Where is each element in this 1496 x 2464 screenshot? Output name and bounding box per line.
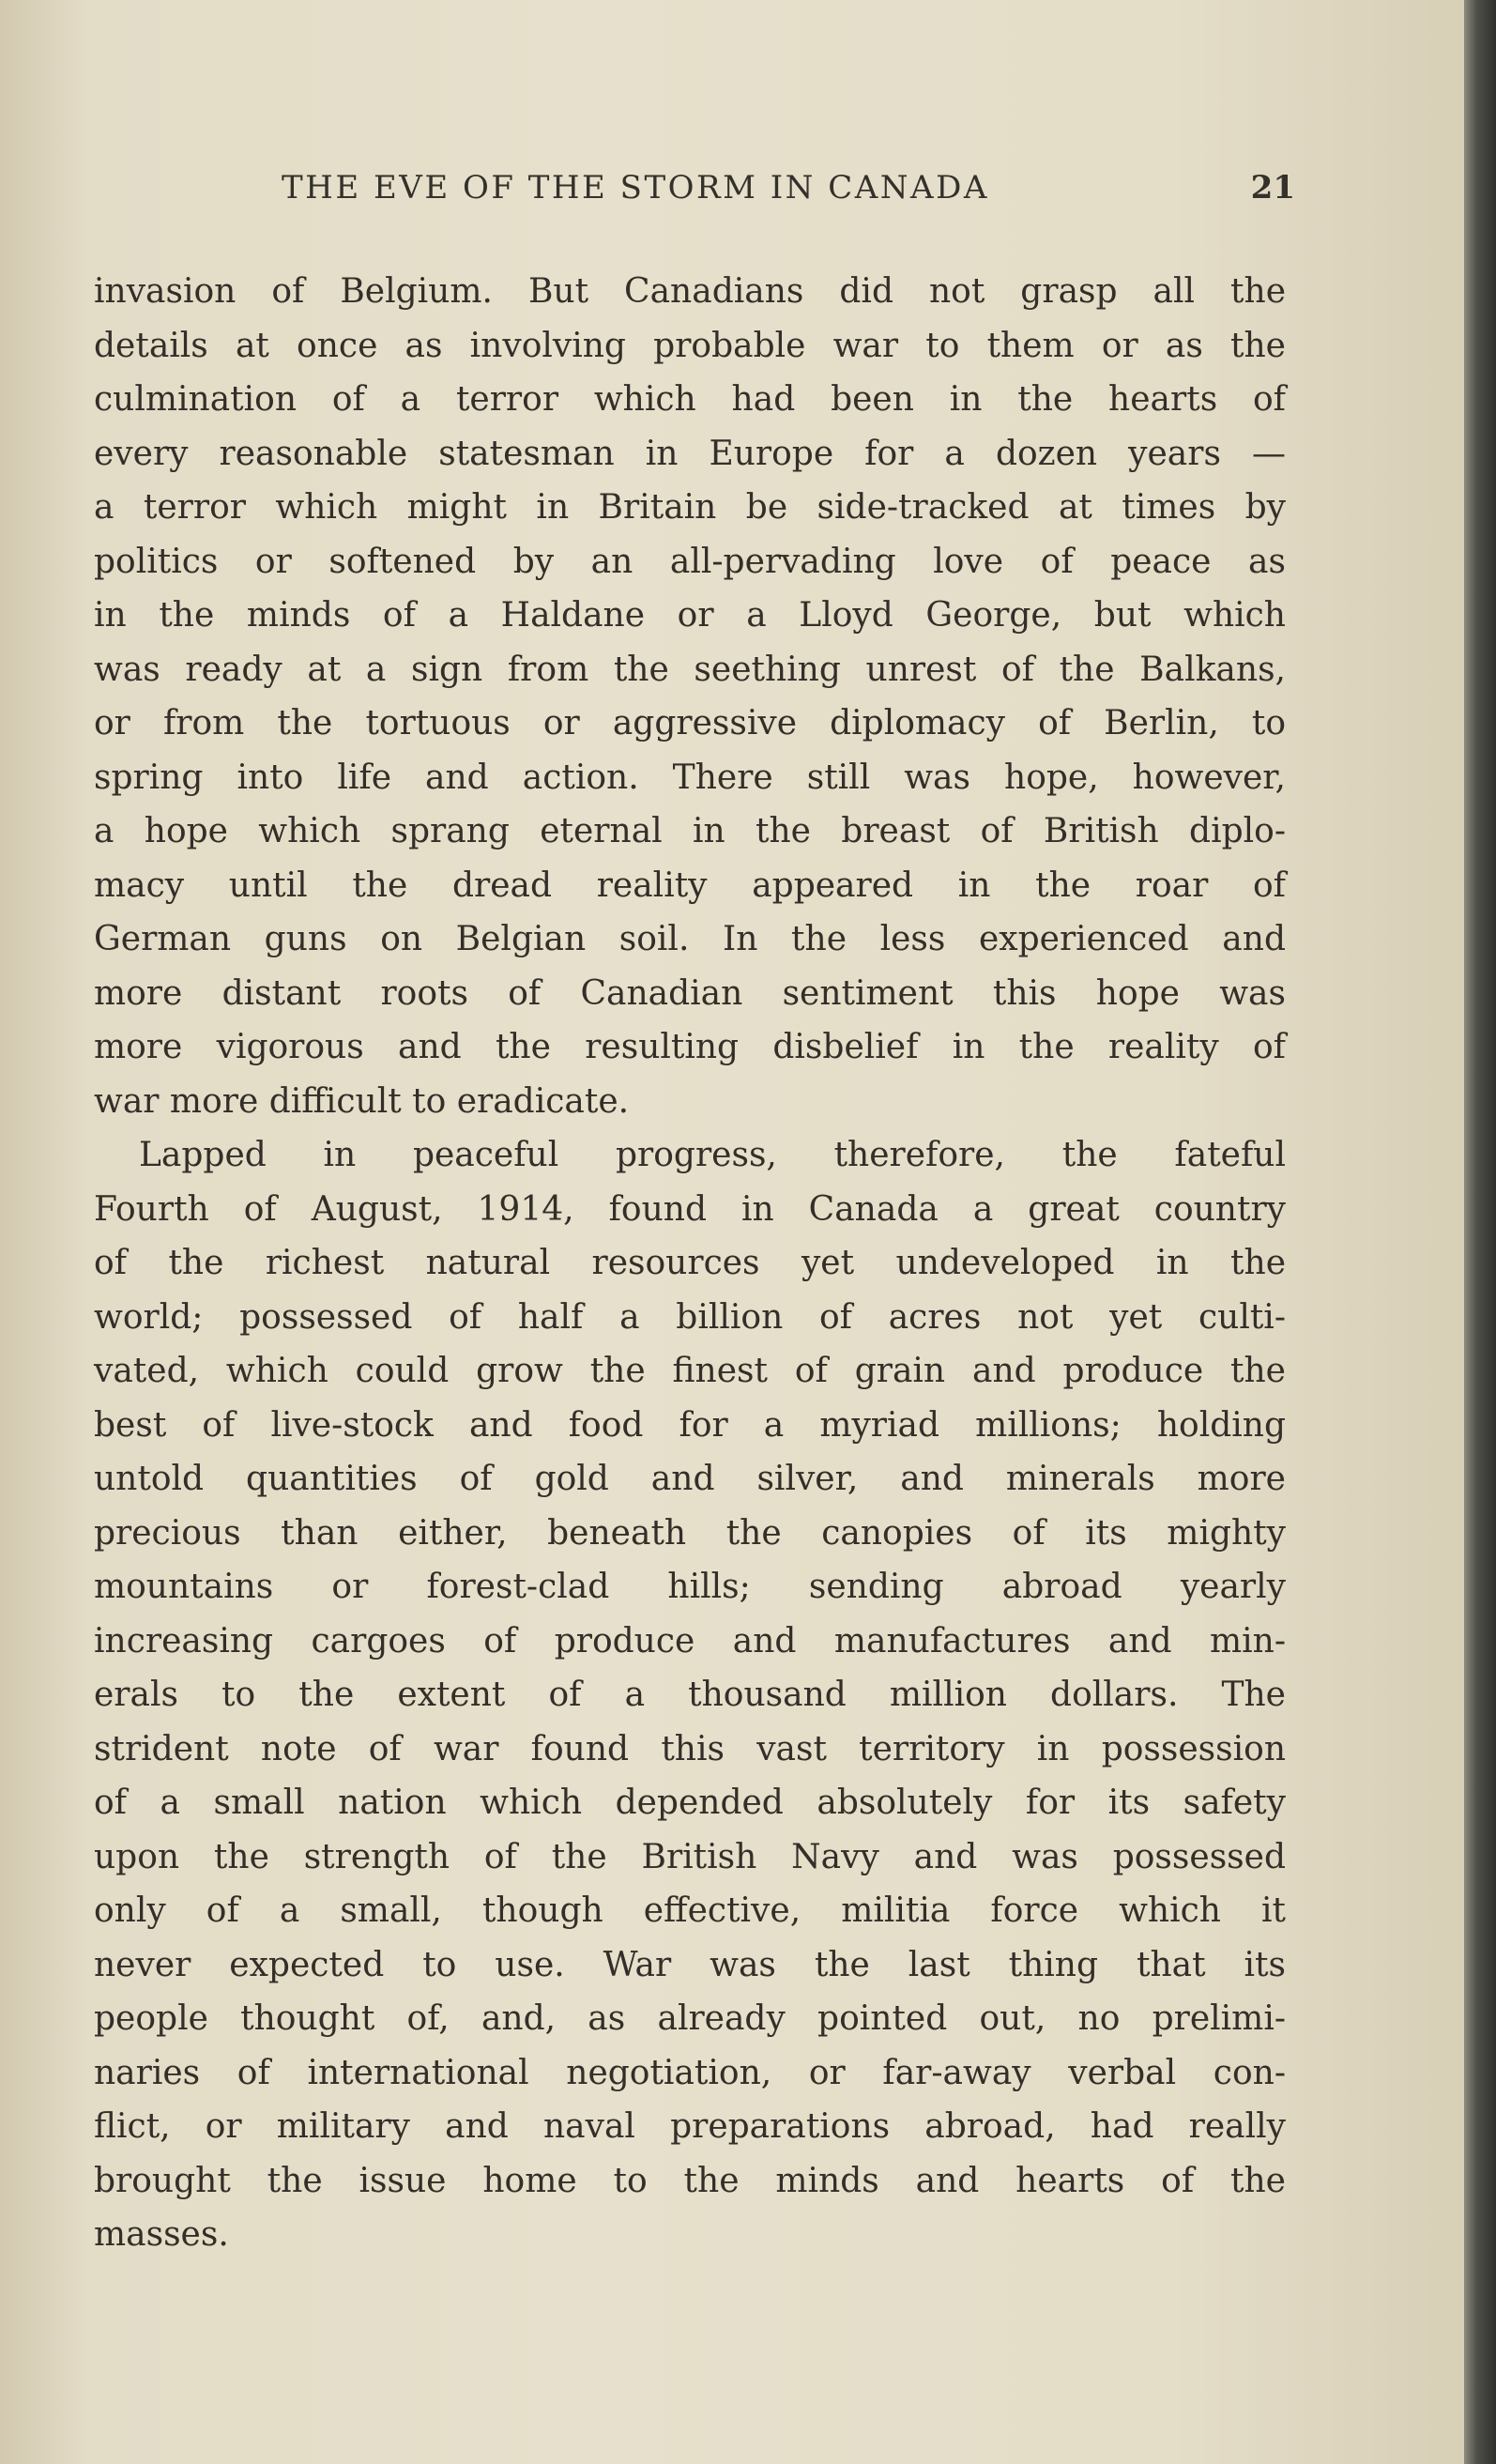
text-line: of the richest natural resources yet undeveloped in the [94,1244,1286,1282]
text-line: world; possessed of half a billion of acres not yet culti- [94,1297,1286,1337]
text-line: of a small nation which depended absolutely for its safety [94,1783,1286,1822]
text-line: a terror which might in Britain be side-tracked at times by [94,488,1286,527]
text-line: people thought of, and, as already pointed out, no prelimi- [94,1999,1286,2038]
text-line: invasion of Belgium. But Canadians did not grasp all the [94,272,1286,311]
text-line: never expected to use. War was the last thing that its [94,1945,1286,1984]
text-line: best of live-stock and food for a myriad millions; holding [94,1405,1286,1445]
text-line: upon the strength of the British Navy and was possessed [94,1837,1286,1876]
text-line: politics or softened by an all-pervading love of peace as [94,542,1286,581]
text-line: or from the tortuous or aggressive diplomacy of Berlin, to [94,704,1286,742]
text-line: more distant roots of Canadian sentiment this hope was [94,973,1286,1013]
text-line: vated, which could grow the finest of grain and produce the [94,1352,1286,1390]
text-line: a hope which sprang eternal in the breast of British diplo- [94,812,1286,850]
book-spine-shadow [1464,0,1496,2464]
text-line: untold quantities of gold and silver, and minerals more [94,1460,1286,1498]
paragraph-1 [94,265,1286,1128]
text-line: precious than either, beneath the canopies of its mighty [94,1513,1286,1553]
text-line: Lapped in peaceful progress, therefore, the fateful [139,1136,1286,1174]
text-line: macy until the dread reality appeared in the roar of [94,865,1286,905]
text-line: war more difficult to eradicate. [94,1081,630,1121]
text-line: increasing cargoes of produce and manufactures and min- [94,1621,1286,1661]
text-line: every reasonable statesman in Europe for a dozen years — [94,434,1286,473]
text-line: Fourth of August, 1914, found in Canada a great country [94,1189,1286,1229]
text-line: German guns on Belgian soil. In the less experienced and [94,920,1286,958]
text-line: erals to the extent of a thousand million dollars. The [94,1676,1286,1714]
text-line: only of a small, though effective, militia force which it [94,1891,1286,1930]
page-header [94,169,1295,225]
text-line: mountains or forest-clad hills; sending abroad yearly [94,1568,1286,1606]
text-line: masses. [94,2215,229,2254]
text-line: was ready at a sign from the seething unrest of the Balkans, [94,650,1286,689]
text-line: strident note of war found this vast territory in possession [94,1729,1286,1768]
text-line: naries of international negotiation, or far-away verbal con- [94,2053,1286,2092]
body-text [94,265,1286,2262]
text-line: in the minds of a Haldane or a Lloyd George, but which [94,596,1286,635]
text-line: brought the issue home to the minds and hearts of the [94,2161,1286,2200]
text-line: flict, or military and naval preparations abroad, had really [94,2107,1286,2146]
paragraph-2 [94,1128,1286,2262]
text-line: details at once as involving probable war to them or as the [94,326,1286,365]
text-line: culmination of a terror which had been in the hearts of [94,380,1286,419]
page-number: 21 [1250,169,1295,207]
running-title: THE EVE OF THE STORM IN CANADA [282,169,989,207]
text-line: more vigorous and the resulting disbelief in the reality of [94,1028,1286,1066]
text-line: spring into life and action. There still was hope, however, [94,758,1286,797]
